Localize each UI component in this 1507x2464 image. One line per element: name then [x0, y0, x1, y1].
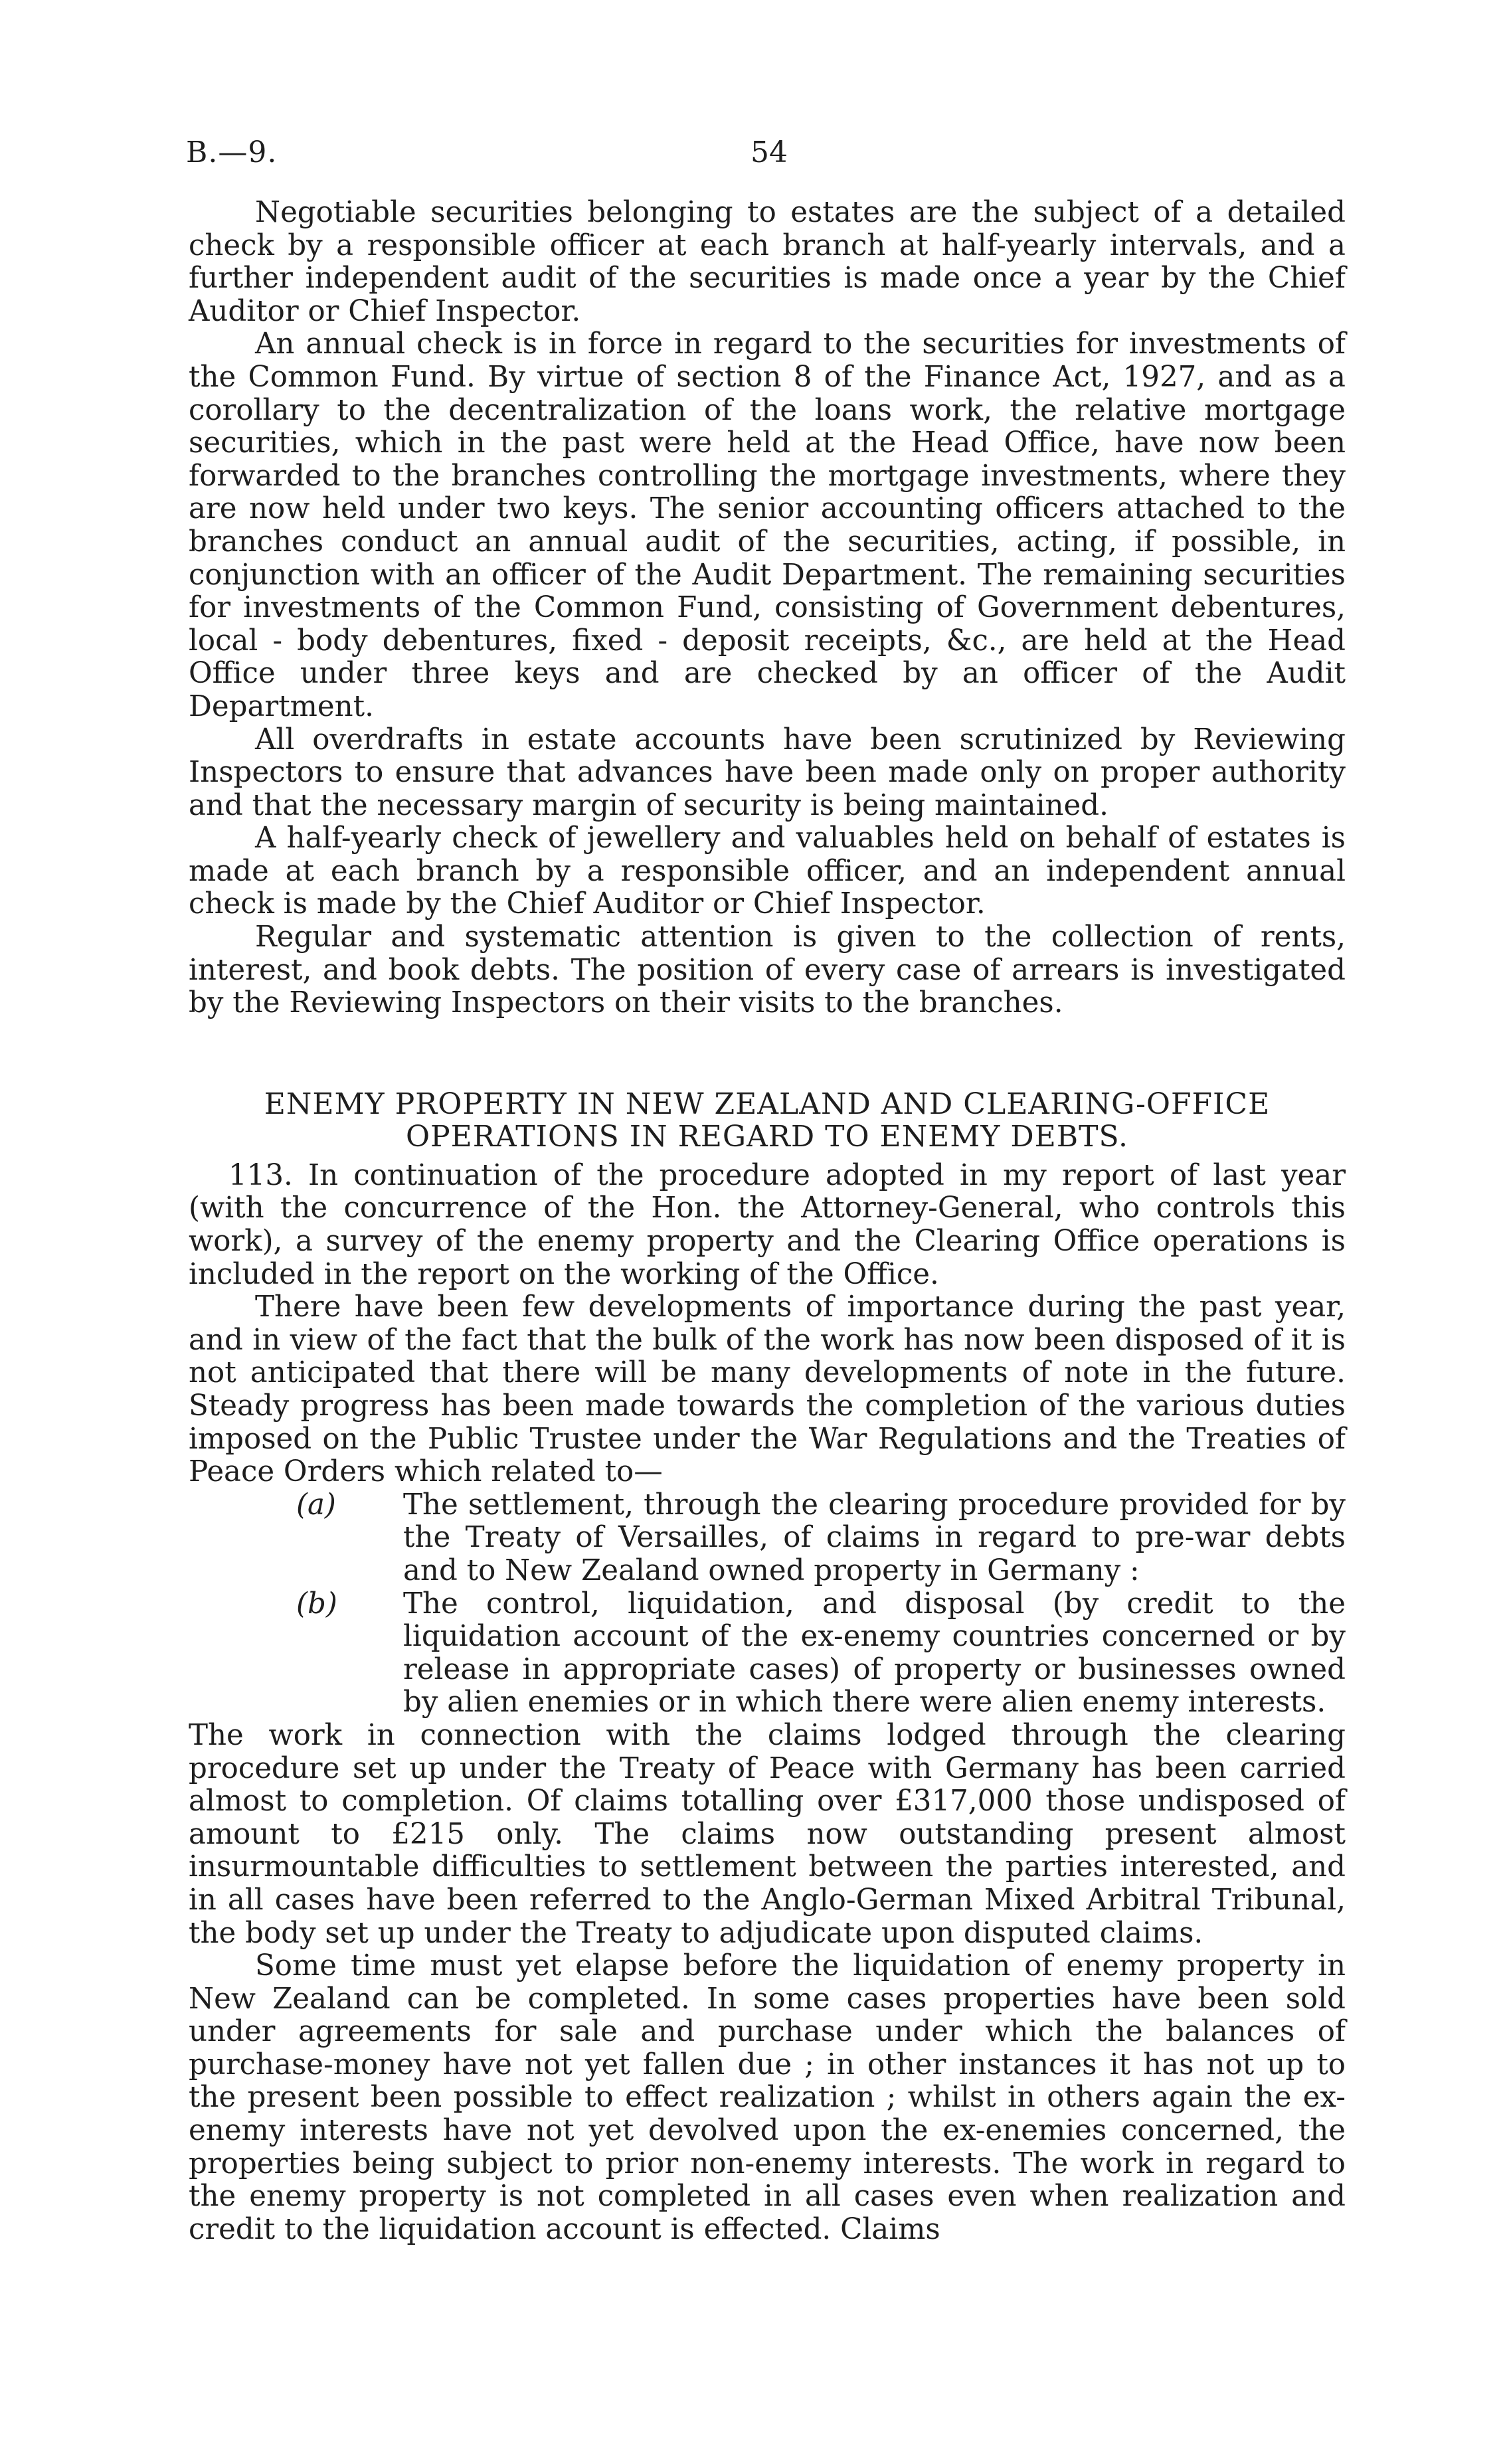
paragraph-jewellery-check: A half-yearly check of jewellery and valuables held on behalf of estates is made at each branch by a responsible officer, and an independent annual check is made by the Chief Auditor or Chief Inspector.: [189, 822, 1346, 921]
list-item-text: The control, liquidation, and disposal (by credit to the liquidation account of the ex-enemy countries concerned or by release in appropriate cases) of property or businesses owned by alien enemies or in which there were alien enemy interests.: [403, 1587, 1346, 1719]
list-item-label: (a): [296, 1488, 336, 1522]
list-item-label: (b): [296, 1587, 337, 1621]
page-number: 54: [751, 135, 788, 169]
paragraph-liquidation: Some time must yet elapse before the liquidation of enemy property in New Zealand can be completed. In some cases properties have been sold under agreements for sale and purchase under which the balances of purchase-money have not yet fallen due ; in other instances it has not up to the present been possible to effect realization ; whilst in others again the ex-enemy interests have not yet devolved upon the ex-enemies concerned, the properties being subject to prior non-enemy interests. The work in regard to the enemy property is not completed in all cases even when realization and credit to the liquidation account is effected. Claims: [189, 1949, 1346, 2246]
paragraph-overdrafts: All overdrafts in estate accounts have been scrutinized by Reviewing Inspectors to ensure that advances have been made only on proper authority and that the necessary margin of security is being maintained.: [189, 723, 1346, 822]
list-item-text: The settlement, through the clearing procedure provided for by the Treaty of Versailles, of claims in regard to pre-war debts and to New Zealand owned property in Germany :: [403, 1488, 1346, 1587]
document-reference: B.—9.: [186, 135, 278, 169]
paragraph-annual-check: An annual check is in force in regard to the securities for investments of the Common Fund. By virtue of section 8 of the Finance Act, 1927, and as a corollary to the decentralization of the loans work, the relative mortgage securities, which in the past were held at the Head Office, have now been forwarded to the branches controlling the mortgage investments, where they are now held under two keys. The senior accounting officers attached to the branches conduct an annual audit of the securities, acting, if possible, in conjunction with an officer of the Audit Department. The remaining securities for investments of the Common Fund, consisting of Government debentures, local - body debentures, fixed - deposit receipts, &c., are held at the Head Office under three keys and are checked by an officer of the Audit Department.: [189, 327, 1346, 723]
section-heading: [189, 1088, 1346, 1153]
list-item: [189, 1588, 1346, 1719]
page-header: [186, 135, 1342, 175]
list-item: [189, 1489, 1346, 1588]
document-body: [189, 197, 1346, 2246]
paragraph-collection: Regular and systematic attention is given to the collection of rents, interest, and book debts. The position of every case of arrears is investigated by the Reviewing Inspectors on their visits to the branches.: [189, 921, 1346, 1020]
section-heading-line-1: ENEMY PROPERTY IN NEW ZEALAND AND CLEARING-OFFICE: [264, 1087, 1271, 1121]
paragraph-developments: There have been few developments of importance during the past year, and in view of the fact that the bulk of the work has now been disposed of it is not anticipated that there will be many developments of note in the future. Steady progress has been made towards the completion of the various duties imposed on the Public Trustee under the War Regulations and the Treaties of Peace Orders which related to—: [189, 1290, 1346, 1489]
section-heading-line-2: OPERATIONS IN REGARD TO ENEMY DEBTS.: [405, 1119, 1129, 1154]
paragraph-negotiable-securities: Negotiable securities belonging to estates are the subject of a detailed check by a responsible officer at each branch at half-yearly intervals, and a further independent audit of the securities is made once a year by the Chief Auditor or Chief Inspector.: [189, 196, 1346, 328]
paragraph-claims: The work in connection with the claims lodged through the clearing procedure set up under the Treaty of Peace with Germany has been carried almost to completion. Of claims totalling over £317,000 those undisposed of amount to £215 only. The claims now outstanding present almost insurmountable difficulties to settlement between the parties interested, and in all cases have been referred to the Anglo-German Mixed Arbitral Tribunal, the body set up under the Treaty to adjudicate upon disputed claims.: [189, 1718, 1346, 1950]
paragraph-113: 113. In continuation of the procedure adopted in my report of last year (with the concurrence of the Hon. the Attorney-General, who controls this work), a survey of the enemy property and the Clearing Office operations is included in the report on the working of the Office.: [189, 1158, 1346, 1291]
